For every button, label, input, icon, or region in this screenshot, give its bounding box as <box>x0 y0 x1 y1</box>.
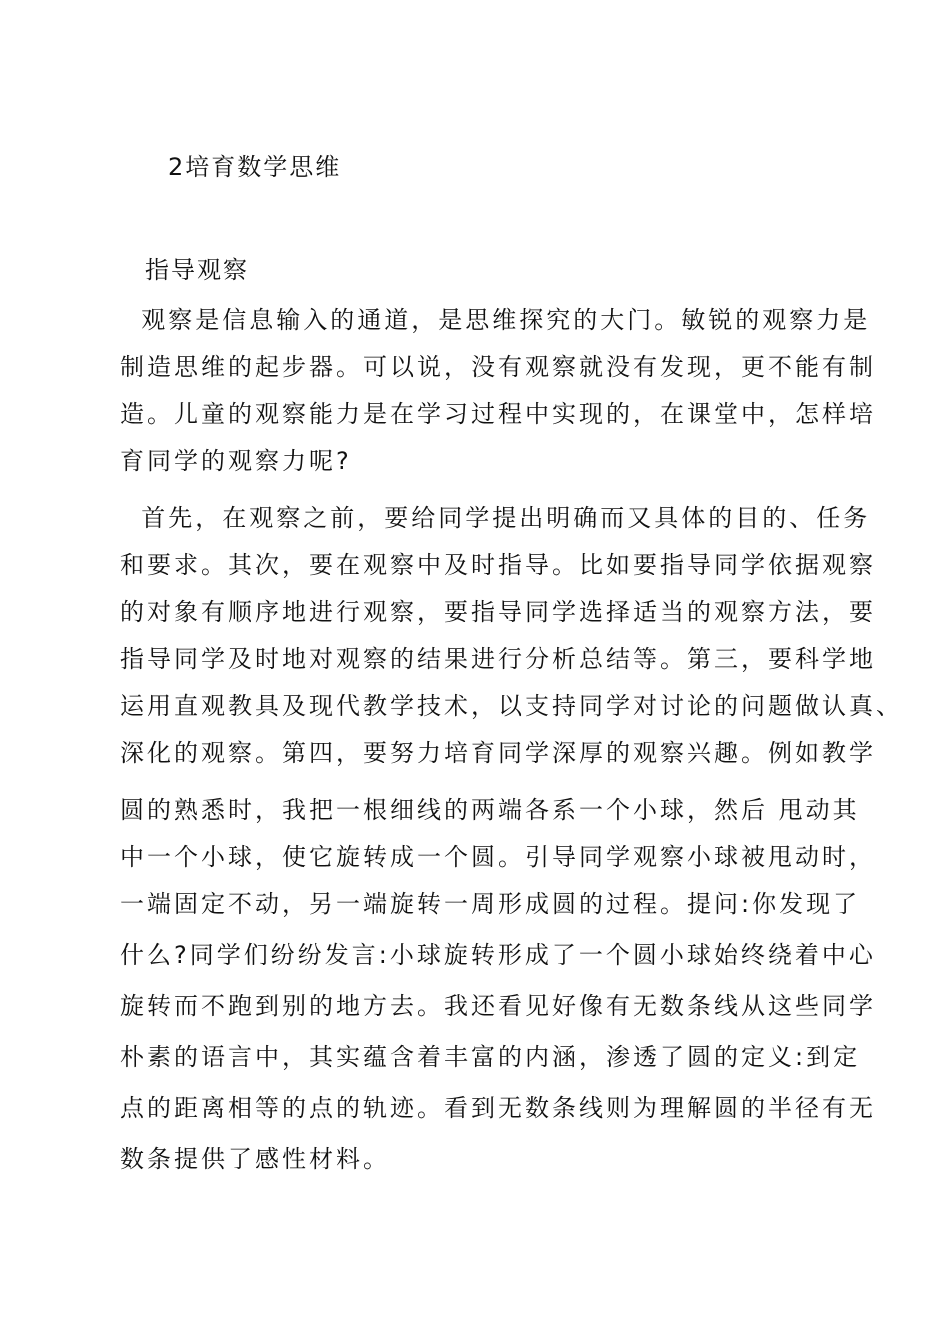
body-line: 数条提供了感性材料。 <box>120 1145 390 1173</box>
body-line: 旋转而不跑到别的地方去。我还看见好像有无数条线从这些同学 <box>120 992 876 1020</box>
body-line: 指导同学及时地对观察的结果进行分析总结等。第三，要科学地 <box>120 645 876 673</box>
body-line: 朴素的语言中，其实蕴含着丰富的内涵，渗透了圆的定义:到定 <box>120 1043 861 1071</box>
body-line: 深化的观察。第四，要努力培育同学深厚的观察兴趣。例如教学 <box>120 739 876 767</box>
body-line: 育同学的观察力呢? <box>120 447 352 475</box>
body-line: 的对象有顺序地进行观察，要指导同学选择适当的观察方法，要 <box>120 598 876 626</box>
body-line: 什么?同学们纷纷发言:小球旋转形成了一个圆小球始终绕着中心 <box>120 941 876 969</box>
body-line: 中一个小球，使它旋转成一个圆。引导同学观察小球被甩动时， <box>120 843 876 871</box>
body-line: 首先，在观察之前，要给同学提出明确而又具体的目的、任务 <box>120 504 871 532</box>
body-line: 圆的熟悉时，我把一根细线的两端各系一个小球，然后 甩动其 <box>120 796 860 824</box>
body-line: 运用直观教具及现代教学技术，以支持同学对讨论的问题做认真、 <box>120 692 903 720</box>
body-line: 制造思维的起步器。可以说，没有观察就没有发现，更不能有制 <box>120 353 876 381</box>
body-line: 点的距离相等的点的轨迹。看到无数条线则为理解圆的半径有无 <box>120 1094 876 1122</box>
subsection-heading: 指导观察 <box>145 256 249 284</box>
section-heading: 2培育数学思维 <box>168 153 342 181</box>
body-line: 造。儿童的观察能力是在学习过程中实现的，在课堂中，怎样培 <box>120 400 876 428</box>
body-line: 观察是信息输入的通道，是思维探究的大门。敏锐的观察力是 <box>120 306 871 334</box>
body-line: 一端固定不动，另一端旋转一周形成圆的过程。提问:你发现了 <box>120 890 861 918</box>
body-line: 和要求。其次，要在观察中及时指导。比如要指导同学依据观察 <box>120 551 876 579</box>
